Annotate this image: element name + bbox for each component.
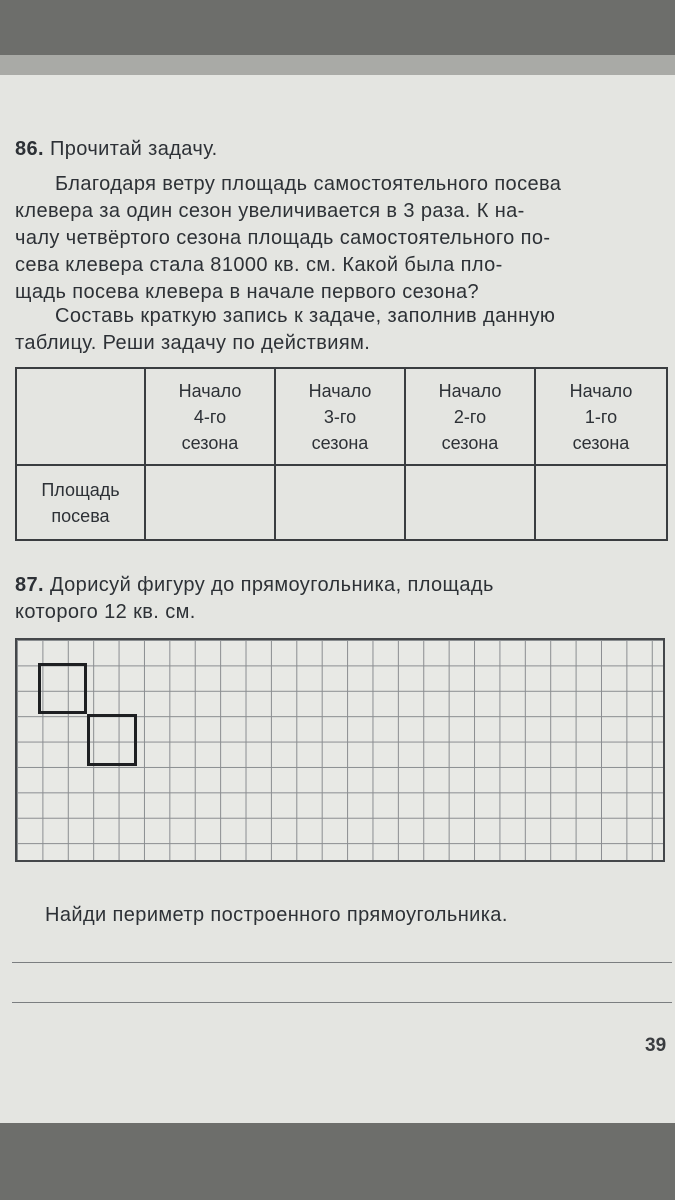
row-label-line-2: посева xyxy=(51,505,110,526)
task86-number: 86. xyxy=(15,138,45,160)
answer-cell-season-1[interactable] xyxy=(535,465,667,540)
header-season-2-line-2: 2-го xyxy=(453,406,487,427)
season-table-header-row xyxy=(16,368,667,465)
task87-line-2: которого 12 кв. см. xyxy=(15,601,196,623)
row-label-line-1: Площадь xyxy=(41,479,120,500)
area-row xyxy=(16,465,667,540)
task87-line-1-text: Дорисуй фигуру до прямоугольника, площадь xyxy=(49,574,494,596)
answer-line-1[interactable] xyxy=(12,962,672,963)
task86-line-2: клевера за один сезон увеличивается в 3 раза. К на- xyxy=(15,200,525,222)
season-table xyxy=(15,367,668,541)
drawn-square-1 xyxy=(38,663,87,714)
graph-paper-grid[interactable] xyxy=(15,638,665,862)
task86-line-1: Благодаря ветру площадь самостоятельного посева xyxy=(55,173,562,195)
header-season-1-line-1: Начало xyxy=(569,380,633,401)
header-season-2-line-1: Начало xyxy=(438,380,502,401)
task86-line-7: таблицу. Реши задачу по действиям. xyxy=(15,332,371,354)
header-season-4-line-1: Начало xyxy=(178,380,242,401)
header-season-4 xyxy=(145,368,275,465)
table-corner-cell xyxy=(16,368,145,465)
task87-number: 87. xyxy=(15,574,45,596)
row-label-area xyxy=(16,465,145,540)
header-season-4-line-3: сезона xyxy=(181,432,239,453)
page-number: 39 xyxy=(645,1035,667,1056)
header-season-2-line-3: сезона xyxy=(441,432,499,453)
page-top-shadow xyxy=(0,55,675,75)
header-season-1 xyxy=(535,368,667,465)
header-season-3 xyxy=(275,368,405,465)
task87-line-1 xyxy=(15,572,663,598)
task86-line-4: сева клевера стала 81000 кв. см. Какой была пло- xyxy=(15,254,503,276)
header-season-3-line-3: сезона xyxy=(311,432,369,453)
header-season-1-line-3: сезона xyxy=(572,432,630,453)
find-perimeter-text: Найди периметр построенного прямоугольника. xyxy=(45,904,508,926)
drawn-square-2 xyxy=(87,714,137,766)
answer-line-2[interactable] xyxy=(12,1002,672,1003)
header-season-4-line-2: 4-го xyxy=(193,406,227,427)
task86-heading xyxy=(15,136,663,162)
header-season-2 xyxy=(405,368,535,465)
answer-cell-season-3[interactable] xyxy=(275,465,405,540)
task86-line-5: щадь посева клевера в начале первого сезона? xyxy=(15,281,480,303)
answer-cell-season-4[interactable] xyxy=(145,465,275,540)
task86-line-6: Составь краткую запись к задаче, заполнив данную xyxy=(55,305,556,327)
header-season-1-line-2: 1-го xyxy=(584,406,618,427)
header-season-3-line-1: Начало xyxy=(308,380,372,401)
answer-cell-season-2[interactable] xyxy=(405,465,535,540)
header-season-3-line-2: 3-го xyxy=(323,406,357,427)
task86-line-3: чалу четвёртого сезона площадь самостоятельного по- xyxy=(15,227,551,249)
task86-heading-text: Прочитай задачу. xyxy=(49,138,218,160)
